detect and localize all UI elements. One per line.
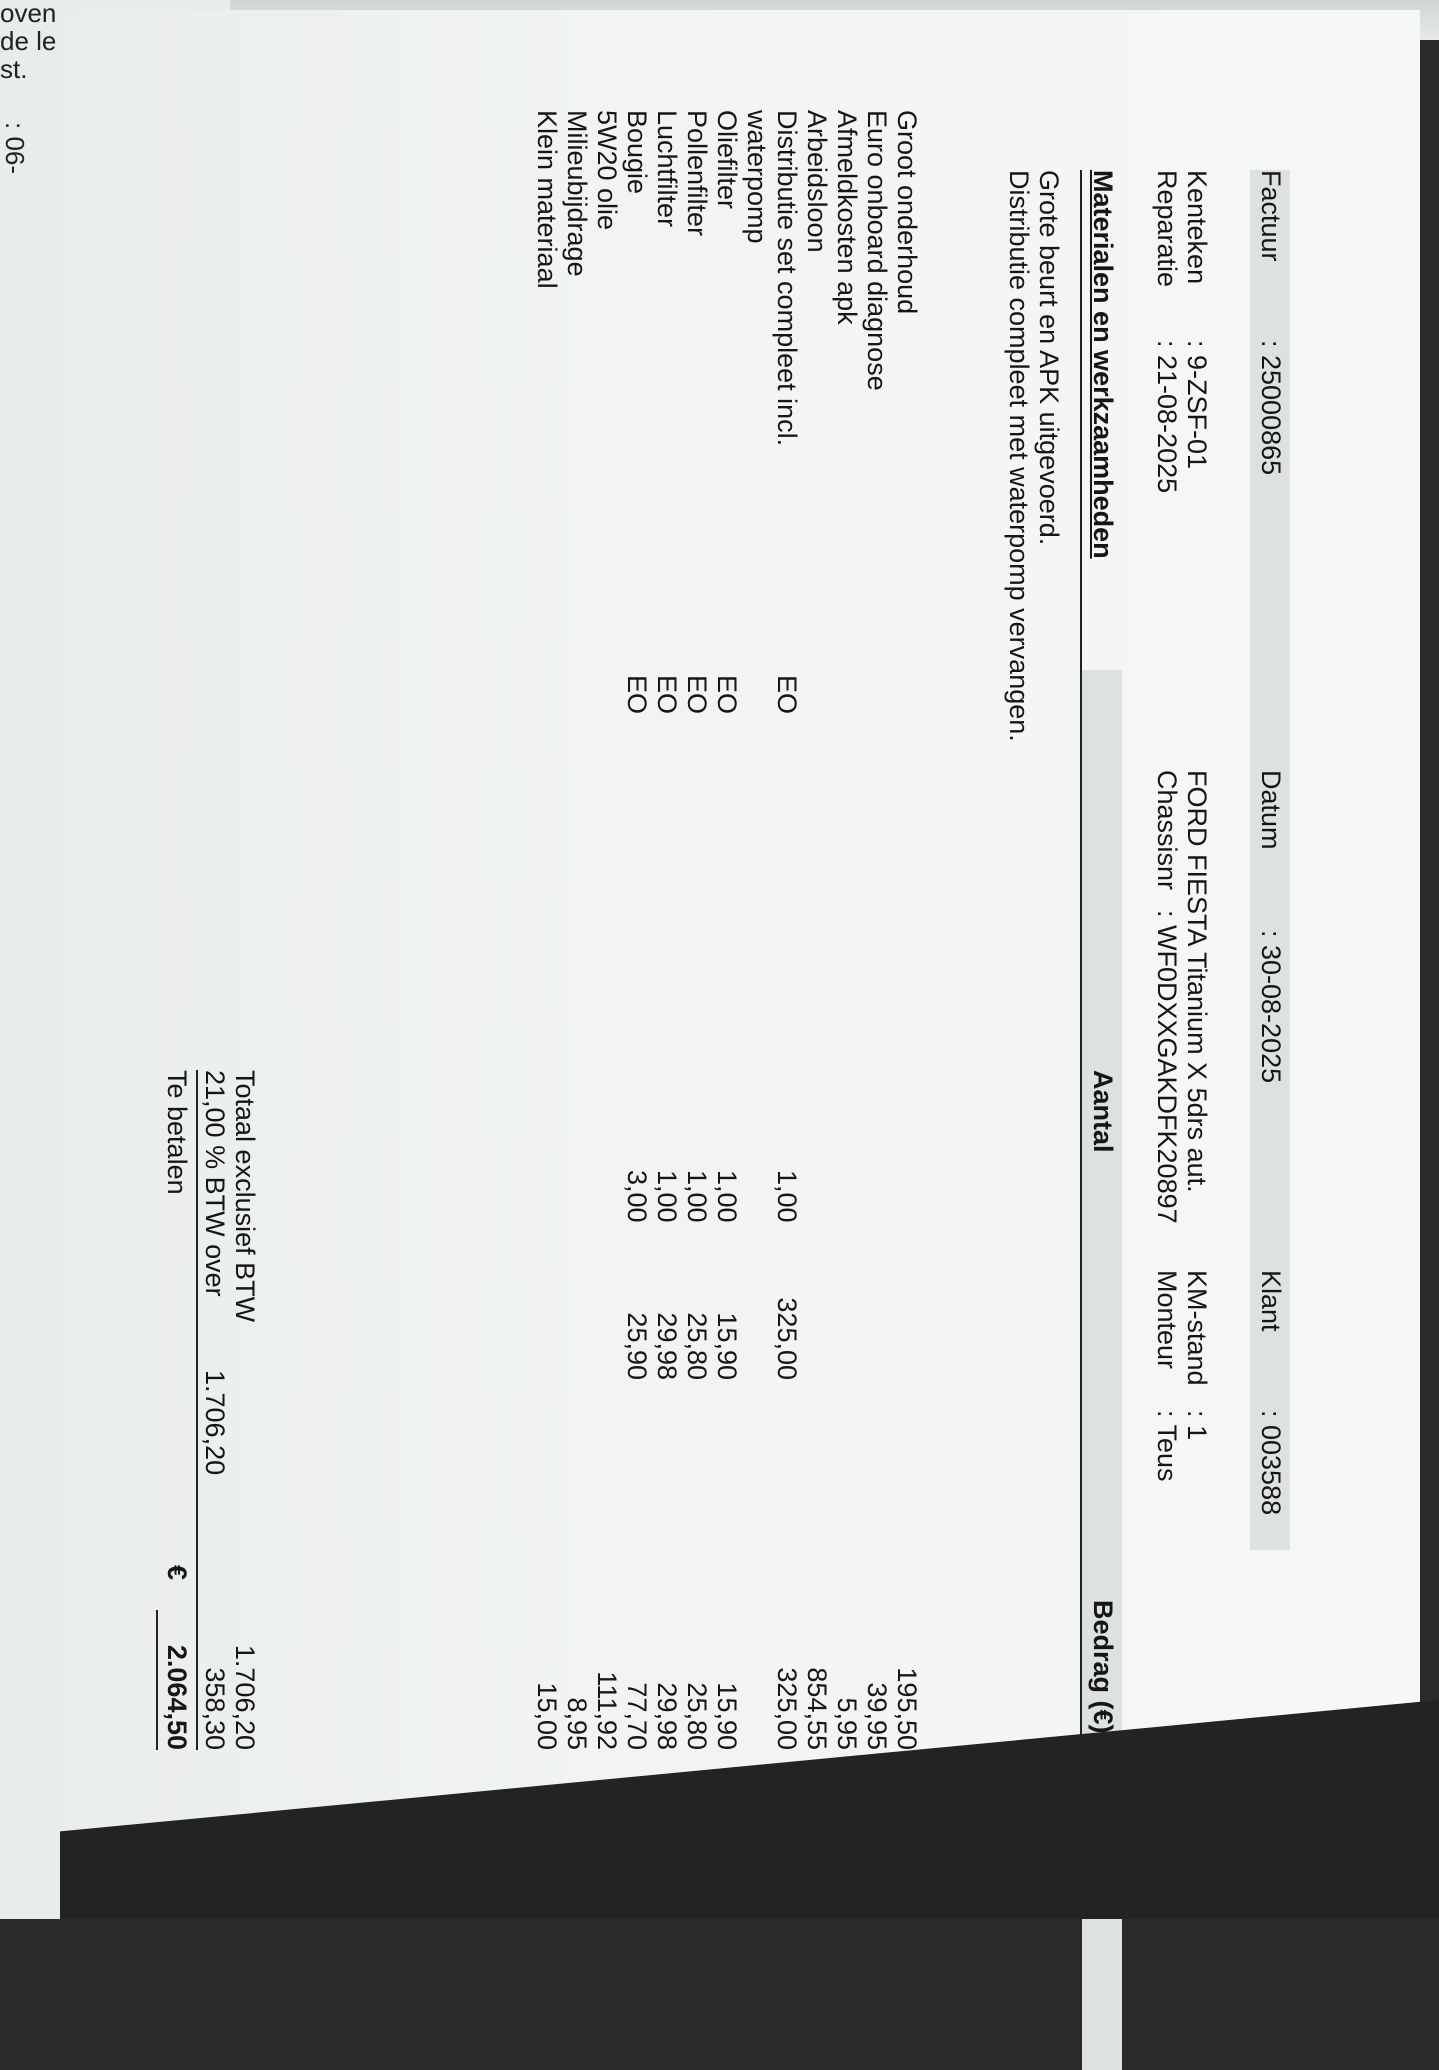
- line-item-desc: Arbeidsloon: [802, 110, 832, 253]
- chassis-label: Chassisnr: [1152, 770, 1182, 891]
- bedrag-header: Bedrag (€): [1088, 1600, 1118, 1734]
- line-item-unit: EO: [772, 675, 802, 715]
- back-fragment: : 06-: [0, 122, 30, 175]
- line-item-amount: 5,95: [832, 1697, 862, 1750]
- reparatie-label: Reparatie: [1152, 170, 1182, 288]
- reparatie-value: : 21-08-2025: [1152, 340, 1182, 494]
- datum-label: Datum: [1256, 770, 1286, 850]
- line-item-amount: 854,55: [802, 1667, 832, 1750]
- line-item-unit: EO: [712, 675, 742, 715]
- line-item-desc: Afmeldkosten apk: [832, 110, 862, 325]
- line-item-desc: waterpomp: [742, 110, 772, 244]
- line-item-amount: 15,90: [712, 1682, 742, 1750]
- section-title: Materialen en werkzaamheden: [1088, 170, 1118, 559]
- line-item-desc: 5W20 olie: [592, 110, 622, 231]
- line-item-amount: 39,95: [862, 1682, 892, 1750]
- currency-symbol: €: [162, 1565, 192, 1581]
- line-item-desc: Bougie: [622, 110, 652, 195]
- line-item-desc: Milieubijdrage: [562, 110, 592, 277]
- line-item-qty: 1,00: [712, 1170, 742, 1223]
- datum-value: : 30-08-2025: [1256, 930, 1286, 1084]
- kenteken-label: Kenteken: [1182, 170, 1212, 285]
- line-item-qty: 3,00: [622, 1170, 652, 1223]
- line-item-unit: EO: [682, 675, 712, 715]
- line-item-amount: 25,80: [682, 1682, 712, 1750]
- line-item-amount: 15,00: [532, 1682, 562, 1750]
- back-fragment: oven: [0, 0, 57, 28]
- back-fragment: st.: [0, 54, 28, 84]
- note-line: Distributie compleet met waterpomp vervangen.: [1004, 170, 1034, 742]
- chassis-value: : WF0DXXGAKDFK20897: [1152, 910, 1182, 1224]
- monteur-label: Monteur: [1152, 1270, 1182, 1370]
- te-betalen-value: 2.064,50: [162, 1644, 192, 1750]
- line-item-amount: 111,92: [592, 1671, 622, 1750]
- line-item-unit: EO: [622, 675, 652, 715]
- line-item-amount: 8,95: [562, 1697, 592, 1750]
- factuur-label: Factuur: [1256, 170, 1286, 262]
- line-item-amount: 77,70: [622, 1682, 652, 1750]
- te-betalen-label: Te betalen: [162, 1070, 192, 1195]
- totals-rule: [196, 1070, 198, 1750]
- line-item-desc: Luchtfilter: [652, 110, 682, 228]
- kmstand-value: : 1: [1182, 1410, 1212, 1441]
- line-item-desc: Pollenfilter: [682, 110, 712, 237]
- line-item-desc: Klein materiaal: [532, 110, 562, 289]
- total-excl-value: 1.706,20: [230, 1644, 260, 1750]
- aantal-header: Aantal: [1088, 1070, 1118, 1153]
- factuur-value: : 25000865: [1256, 340, 1286, 476]
- line-item-price: 25,80: [682, 1312, 712, 1380]
- line-item-qty: 1,00: [652, 1170, 682, 1223]
- line-item-desc: Euro onboard diagnose: [862, 110, 892, 391]
- line-item-desc: Oliefilter: [712, 110, 742, 210]
- invoice-document: [60, 110, 1290, 1870]
- line-item-price: 29,98: [652, 1312, 682, 1380]
- btw-label: 21,00 % BTW over: [200, 1070, 230, 1297]
- line-item-qty: 1,00: [682, 1170, 712, 1223]
- line-item-qty: 1,00: [772, 1170, 802, 1223]
- btw-value: 358,30: [200, 1667, 230, 1750]
- kenteken-value: : 9-ZSF-01: [1182, 340, 1212, 470]
- section-rule: [1080, 170, 1082, 1750]
- line-item-amount: 29,98: [652, 1682, 682, 1750]
- back-fragment: de le: [0, 26, 57, 56]
- line-item-price: 15,90: [712, 1312, 742, 1380]
- kmstand-label: KM-stand: [1182, 1270, 1212, 1386]
- line-item-price: 325,00: [772, 1297, 802, 1380]
- klant-label: Klant: [1256, 1270, 1286, 1332]
- note-line: Grote beurt en APK uitgevoerd.: [1034, 170, 1064, 546]
- line-item-amount: 195,50: [892, 1667, 922, 1750]
- line-item-desc: Distributie set compleet incl.: [772, 110, 802, 447]
- klant-value: : 003588: [1256, 1410, 1286, 1516]
- line-item-amount: 325,00: [772, 1667, 802, 1750]
- vehicle-description: FORD FIESTA Titanium X 5drs aut.: [1182, 770, 1212, 1193]
- line-item-unit: EO: [652, 675, 682, 715]
- btw-base: 1.706,20: [200, 1370, 230, 1476]
- grand-total-underline: [156, 1610, 158, 1750]
- total-excl-label: Totaal exclusief BTW: [230, 1070, 260, 1323]
- line-item-desc: Groot onderhoud: [892, 110, 922, 315]
- monteur-value: : Teus: [1152, 1410, 1182, 1482]
- line-item-price: 25,90: [622, 1312, 652, 1380]
